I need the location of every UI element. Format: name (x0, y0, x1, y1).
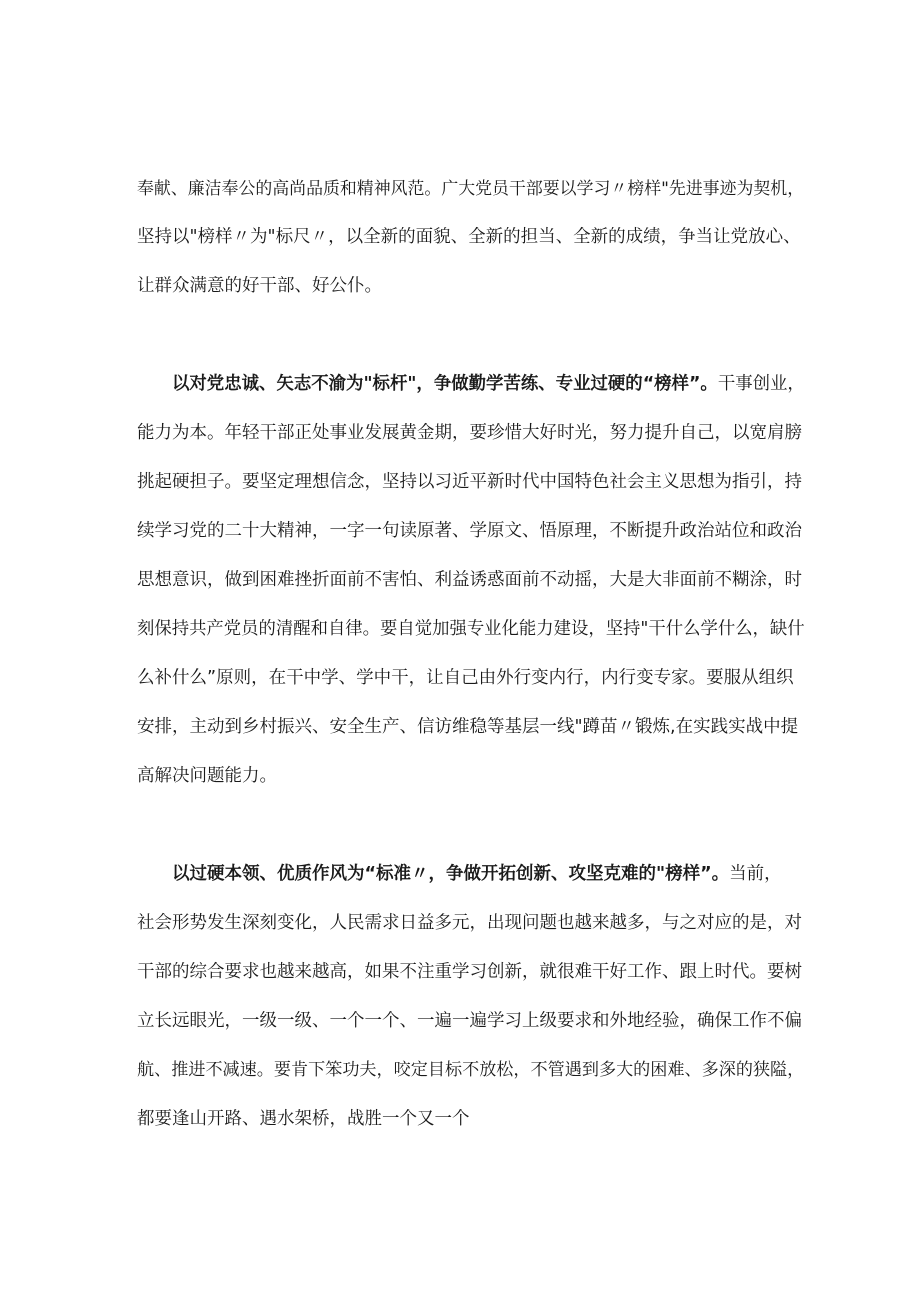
paragraph-3-heading: 以过硬本领、优质作风为“标准〃，争做开拓创新、攻坚克难的"榜样”。 (172, 864, 730, 884)
paragraph-2-line-7: 么补什么”原则，在干中学、学中干，让自己由外行变内行，内行变专家。要服从组织 (137, 668, 794, 688)
paragraph-2-line-6: 刻保持共产党员的清醒和自律。要自觉加强专业化能力建设，坚持"干什么学什么，缺什 (137, 619, 805, 639)
paragraph-3-first-line (172, 859, 782, 889)
paragraph-1-line-2: 坚持以"榜样〃为"标尺〃，以全新的面貌、全新的担当、全新的成绩，争当让党放心、 (137, 227, 801, 247)
paragraph-3-line-5: 航、推进不减速。要肯下笨功夫，咬定目标不放松，不管遇到多大的困难、多深的狭隘， (137, 1060, 805, 1080)
paragraph-3-first-line-rest: 当前， (729, 864, 782, 884)
paragraph-3-line-3: 干部的综合要求也越来越高，如果不注重学习创新，就很难干好工作、跟上时代。要树 (137, 962, 802, 982)
paragraph-3-line-6: 都要逢山开路、遇水架桥，战胜一个又一个 (137, 1109, 470, 1129)
paragraph-2-first-line (172, 369, 805, 399)
paragraph-2-line-4: 续学习党的二十大精神，一字一句读原著、学原文、悟原理，不断提升政治站位和政治 (137, 521, 802, 541)
paragraph-2-line-9: 高解决问题能力。 (137, 766, 277, 786)
paragraph-3-line-2: 社会形势发生深刻变化，人民需求日益多元，出现问题也越来越多，与之对应的是，对 (137, 913, 802, 933)
paragraph-1-line-1: 奉献、廉洁奉公的高尚品质和精神风范。广大党员干部要以学习〃榜样"先进事迹为契机， (137, 178, 805, 198)
paragraph-3-line-4: 立长远眼光，一级一级、一个一个、一遍一遍学习上级要求和外地经验，确保工作不偏 (137, 1011, 802, 1031)
paragraph-1-line-3: 让群众满意的好干部、好公仆。 (137, 276, 382, 296)
paragraph-2-line-8: 安排，主动到乡村振兴、安全生产、信访维稳等基层一线"蹲苗〃锻炼,在实践实战中提 (137, 717, 799, 737)
paragraph-2-heading: 以对党忠诚、矢志不渝为"标杆"，争做勤学苦练、专业过硬的“榜样”。 (172, 374, 718, 394)
paragraph-2-first-line-rest: 干事创业， (717, 374, 805, 394)
paragraph-2-line-5: 思想意识，做到困难挫折面前不害怕、利益诱惑面前不动摇，大是大非面前不糊涂，时 (137, 570, 802, 590)
paragraph-2-line-2: 能力为本。年轻干部正处事业发展黄金期，要珍惜大好时光，努力提升自己，以宽肩膀 (137, 423, 802, 443)
paragraph-2-line-3: 挑起硬担子。要坚定理想信念，坚持以习近平新时代中国特色社会主义思想为指引，持 (137, 472, 802, 492)
